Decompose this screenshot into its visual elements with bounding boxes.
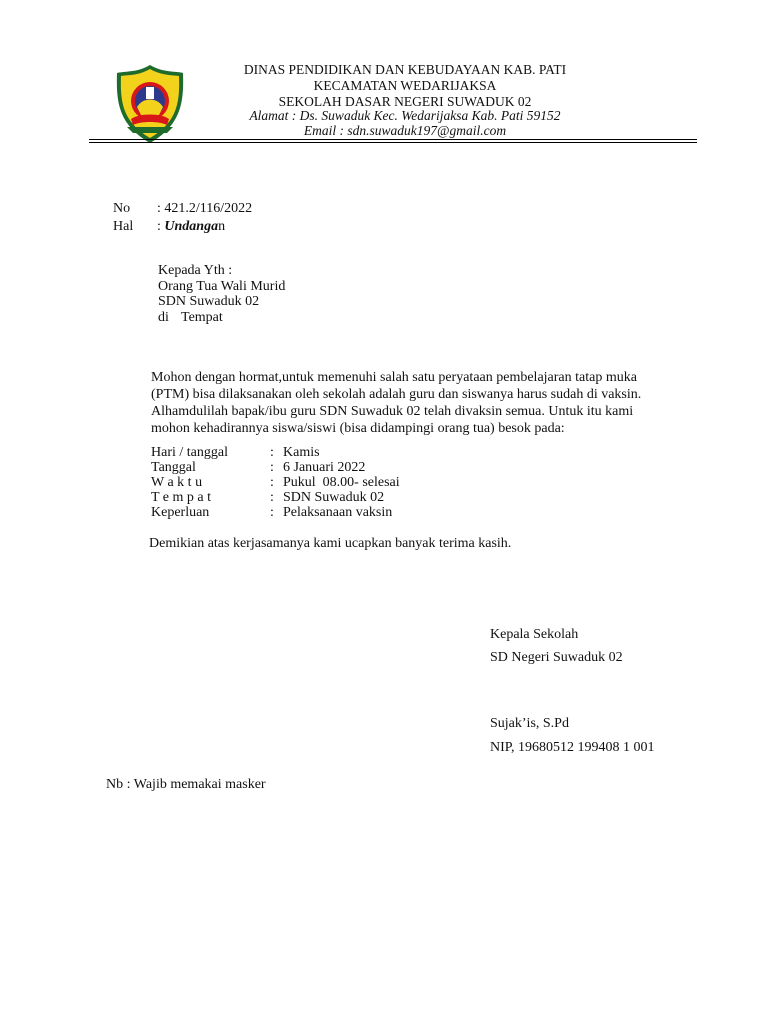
hal-value: : Undangan [157, 219, 226, 234]
body-line: Mohon dengan hormat,untuk memenuhi salah satu peryataan pembelajaran tatap muka [151, 370, 637, 385]
header-divider [89, 139, 697, 140]
recipient-name: Orang Tua Wali Murid [158, 279, 286, 294]
header-email: Email : sdn.suwaduk197@gmail.com [303, 123, 507, 138]
no-label: No [113, 201, 131, 216]
signature-school: SD Negeri Suwaduk 02 [490, 650, 623, 665]
detail-label: Keperluan [151, 505, 210, 520]
detail-colon: : [270, 475, 274, 490]
hal-label: Hal [113, 219, 134, 234]
body-line: Alhamdulilah bapak/ibu guru SDN Suwaduk 02 telah divaksin semua. Untuk itu kami [151, 404, 634, 419]
detail-value: 6 Januari 2022 [283, 460, 366, 475]
detail-value: Pelaksanaan vaksin [283, 505, 393, 520]
body-paragraph [151, 369, 711, 437]
detail-colon: : [270, 505, 274, 520]
header-divider-thick [89, 142, 697, 143]
header-address: Alamat : Ds. Suwaduk Kec. Wedarijaksa Kab. Pati 59152 [249, 108, 561, 123]
detail-label: Hari / tanggal [151, 445, 228, 460]
signature-title: Kepala Sekolah [490, 627, 579, 642]
detail-value: Kamis [283, 445, 320, 460]
detail-colon: : [270, 445, 274, 460]
detail-label: W a k t u [151, 475, 203, 490]
detail-colon: : [270, 490, 274, 505]
closing-sentence: Demikian atas kerjasamanya kami ucapkan banyak terima kasih. [149, 536, 512, 551]
detail-label: T e m p a t [151, 490, 212, 505]
regency-emblem-icon [115, 63, 185, 145]
recipient-school: SDN Suwaduk 02 [158, 294, 260, 309]
footnote: Nb : Wajib memakai masker [106, 777, 266, 792]
header-agency: DINAS PENDIDIKAN DAN KEBUDAYAAN KAB. PATI [243, 62, 567, 77]
detail-colon: : [270, 460, 274, 475]
detail-label: Tanggal [151, 460, 196, 475]
no-value: : 421.2/116/2022 [157, 201, 253, 216]
recipient-greeting: Kepada Yth : [158, 263, 233, 278]
header-district: KECAMATAN WEDARIJAKSA [313, 78, 497, 93]
body-line: (PTM) bisa dilaksanakan oleh sekolah adalah guru dan siswanya harus sudah di vaksin. [151, 387, 642, 402]
recipient-di: di [158, 310, 169, 325]
detail-value: SDN Suwaduk 02 [283, 490, 385, 505]
signature-nip: NIP, 19680512 199408 1 001 [490, 740, 655, 755]
header-school: SEKOLAH DASAR NEGERI SUWADUK 02 [278, 94, 532, 109]
signature-name: Sujak’is, S.Pd [490, 716, 569, 731]
detail-value: Pukul 08.00- selesai [283, 475, 400, 490]
body-line: mohon kehadirannya siswa/siswi (bisa didampingi orang tua) besok pada: [151, 421, 565, 436]
recipient-place: Tempat [181, 310, 223, 325]
